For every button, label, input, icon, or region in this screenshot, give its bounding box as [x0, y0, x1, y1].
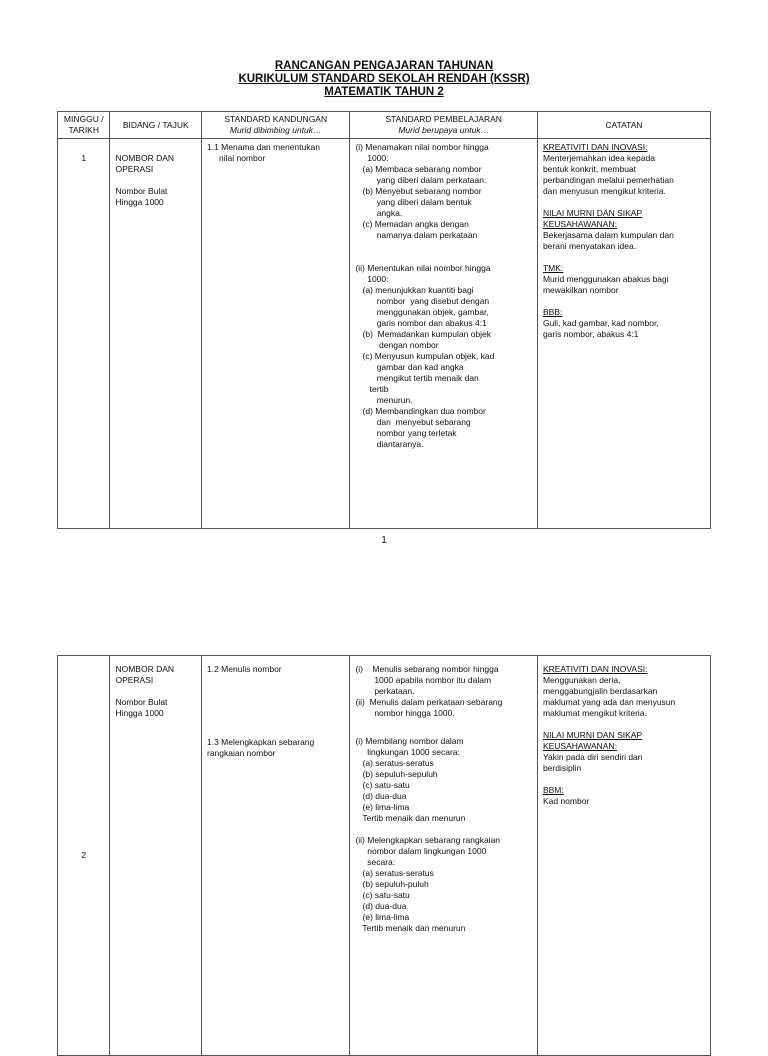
sp-lines-b: [355, 736, 532, 934]
sp-line: (c) Memadan angka dengan: [355, 219, 469, 229]
standard-pembelajaran-cell: [350, 139, 538, 529]
catatan-heading-nilai-murni: NILAI MURNI DAN SIKAP: [542, 730, 643, 740]
sp-line: yang diberi dalam bentuk: [355, 197, 472, 207]
standard-kandungan-cell: 1.1 Menama dan menentukan nilai nombor: [201, 139, 349, 529]
sp-lines: [355, 142, 532, 450]
sp-line: menurun.: [355, 395, 413, 405]
sp-line: (b) sepuluh-sepuluh: [355, 769, 438, 779]
catatan-cell: KREATIVITI DAN INOVASI: Menggunakan deria, menggabungjalin berdasarkan maklumat yang ada dan menyusun maklumat mengikut kriteria. NILAI MURNI DAN SIKAP KEUSAHAWANAN: Yakin pada diri sendiri dan berdisiplin BBM: Kad nombor: [537, 656, 710, 1056]
sp-line: (c) Menyusun kumpulan objek, kad: [355, 351, 495, 361]
sp-line: Tertib menaik dan menurun: [355, 813, 466, 823]
sp-line: (i) Membilang nombor dalam: [355, 736, 464, 746]
sp-line: diantaranya.: [355, 439, 424, 449]
catatan-heading-kreativiti: KREATIVITI DAN INOVASI:: [542, 664, 648, 674]
sp-line: namanya dalam perkataan: [355, 230, 478, 240]
table-row-week-1: [58, 139, 711, 529]
sp-line: (a) Membaca sebarang nombor: [355, 164, 482, 174]
sp-line: (c) satu-satu: [355, 780, 410, 790]
sp-line: nombor hingga 1000.: [355, 708, 455, 718]
bidang-cell: NOMBOR DAN OPERASI Nombor Bulat Hingga 1000: [110, 139, 202, 529]
page-number: 1: [381, 535, 387, 546]
sp-line: [355, 824, 532, 835]
sp-line: gambar dan kad angka: [355, 362, 464, 372]
standard-pembelajaran-cell: [350, 656, 538, 1056]
sp-line: [355, 241, 532, 252]
sp-line: (a) seratus-seratus: [355, 758, 434, 768]
sp-line: dengan nombor: [355, 340, 439, 350]
header-sk-subtitle: Murid dibimbing untuk…: [229, 125, 322, 135]
catatan-heading-tmk: TMK:: [542, 263, 564, 273]
sp-line: (b) Memadankan kumpulan objek: [355, 329, 492, 339]
sp-line: nombor yang disebut dengan: [355, 296, 490, 306]
sp-line: nombor dalam lingkungan 1000: [355, 846, 487, 856]
sp-line: (ii) Melengkapkan sebarang rangkaian: [355, 835, 501, 845]
sp-line: garis nombor dan abakus 4:1: [355, 318, 487, 328]
bidang-cell: NOMBOR DAN OPERASI Nombor Bulat Hingga 1000: [110, 656, 202, 1056]
table-header-row: [58, 112, 711, 139]
sp-line: (d) Membandingkan dua nombor: [355, 406, 486, 416]
sp-line: (e) lima-lima: [355, 912, 410, 922]
catatan-heading-nilai-murni: NILAI MURNI DAN SIKAP: [542, 208, 643, 218]
table-row-week-2: [58, 656, 711, 1056]
sp-line: (d) dua-dua: [355, 901, 407, 911]
sp-line: 1000:: [355, 153, 389, 163]
sp-lines-a: [355, 664, 532, 719]
sp-line: menggunakan objek, gambar,: [355, 307, 489, 317]
plan-table-page-2: [57, 655, 711, 1056]
catatan-heading-bbb: BBB:: [542, 307, 563, 317]
sp-line: lingkungan 1000 secara:: [355, 747, 460, 757]
sp-line: [355, 252, 532, 263]
header-sp-subtitle: Murid berupaya untuk…: [398, 125, 490, 135]
plan-title: RANCANGAN PENGAJARAN TAHUNAN: [274, 60, 494, 72]
sp-line: (ii) Menulis dalam perkataan sebarang: [355, 697, 503, 707]
sp-line: Tertib menaik dan menurun: [355, 923, 466, 933]
subject-title: MATEMATIK TAHUN 2: [324, 86, 444, 98]
sp-line: (a) menunjukkan kuantiti bagi: [355, 285, 474, 295]
curriculum-title: KURIKULUM STANDARD SEKOLAH RENDAH (KSSR): [238, 73, 530, 85]
header-standard-pembelajaran: STANDARD PEMBELAJARAN Murid berupaya untuk…: [350, 112, 538, 139]
standard-kandungan-cell: 1.2 Menulis nombor 1.3 Melengkapkan sebarang rangkaian nombor: [201, 656, 349, 1056]
sp-line: dan menyebut sebarang: [355, 417, 471, 427]
sp-line: angka.: [355, 208, 403, 218]
sp-line: mengikut tertib menaik dan: [355, 373, 479, 383]
header-minggu: MINGGU / TARIKH: [58, 112, 110, 139]
sp-line: (ii) Menentukan nilai nombor hingga: [355, 263, 491, 273]
header-standard-kandungan: STANDARD KANDUNGAN Murid dibimbing untuk…: [201, 112, 349, 139]
sp-line: (a) seratus-seratus: [355, 868, 434, 878]
plan-table-page-1: [57, 111, 711, 529]
sp-line: 1000:: [355, 274, 389, 284]
catatan-heading-kreativiti: KREATIVITI DAN INOVASI:: [542, 142, 648, 152]
sp-line: (i) Menamakan nilai nombor hingga: [355, 142, 489, 152]
sp-line: (i) Menulis sebarang nombor hingga: [355, 664, 499, 674]
catatan-cell: KREATIVITI DAN INOVASI: Menterjemahkan idea kepada bentuk konkrit, membuat perbandingan melalui pemerhatian dan menyusun mengikut kriteria. NILAI MURNI DAN SIKAP KEUSAHAWANAN: Bekerjasama dalam kumpulan dan berani menyatakan idea. TMK: Murid menggunakan abakus bagi mewakilkan nombor BBB: Guli, kad gambar, kad nombor, garis nombor, abakus 4:1: [537, 139, 710, 529]
sp-line: 1000 apabila nombor itu dalam: [355, 675, 492, 685]
sp-line: nombor yang terletak: [355, 428, 457, 438]
sp-line: yang diberi dalam perkataan.: [355, 175, 487, 185]
sp-line: (b) Menyebut sebarang nombor: [355, 186, 482, 196]
header-bidang: BIDANG / TAJUK: [110, 112, 202, 139]
week-number: 1: [58, 139, 110, 529]
sp-line: perkataan.: [355, 686, 415, 696]
header-catatan: CATATAN: [537, 112, 710, 139]
sp-line: (e) lima-lima: [355, 802, 410, 812]
sp-line: secara:: [355, 857, 396, 867]
sp-line: tertib: [355, 384, 389, 394]
sp-line: (d) dua-dua: [355, 791, 407, 801]
week-number: 2: [58, 656, 110, 1056]
sp-line: (c) satu-satu: [355, 890, 410, 900]
sp-line: (b) sepuluh-puluh: [355, 879, 429, 889]
catatan-heading-bbm: BBM:: [542, 785, 564, 795]
